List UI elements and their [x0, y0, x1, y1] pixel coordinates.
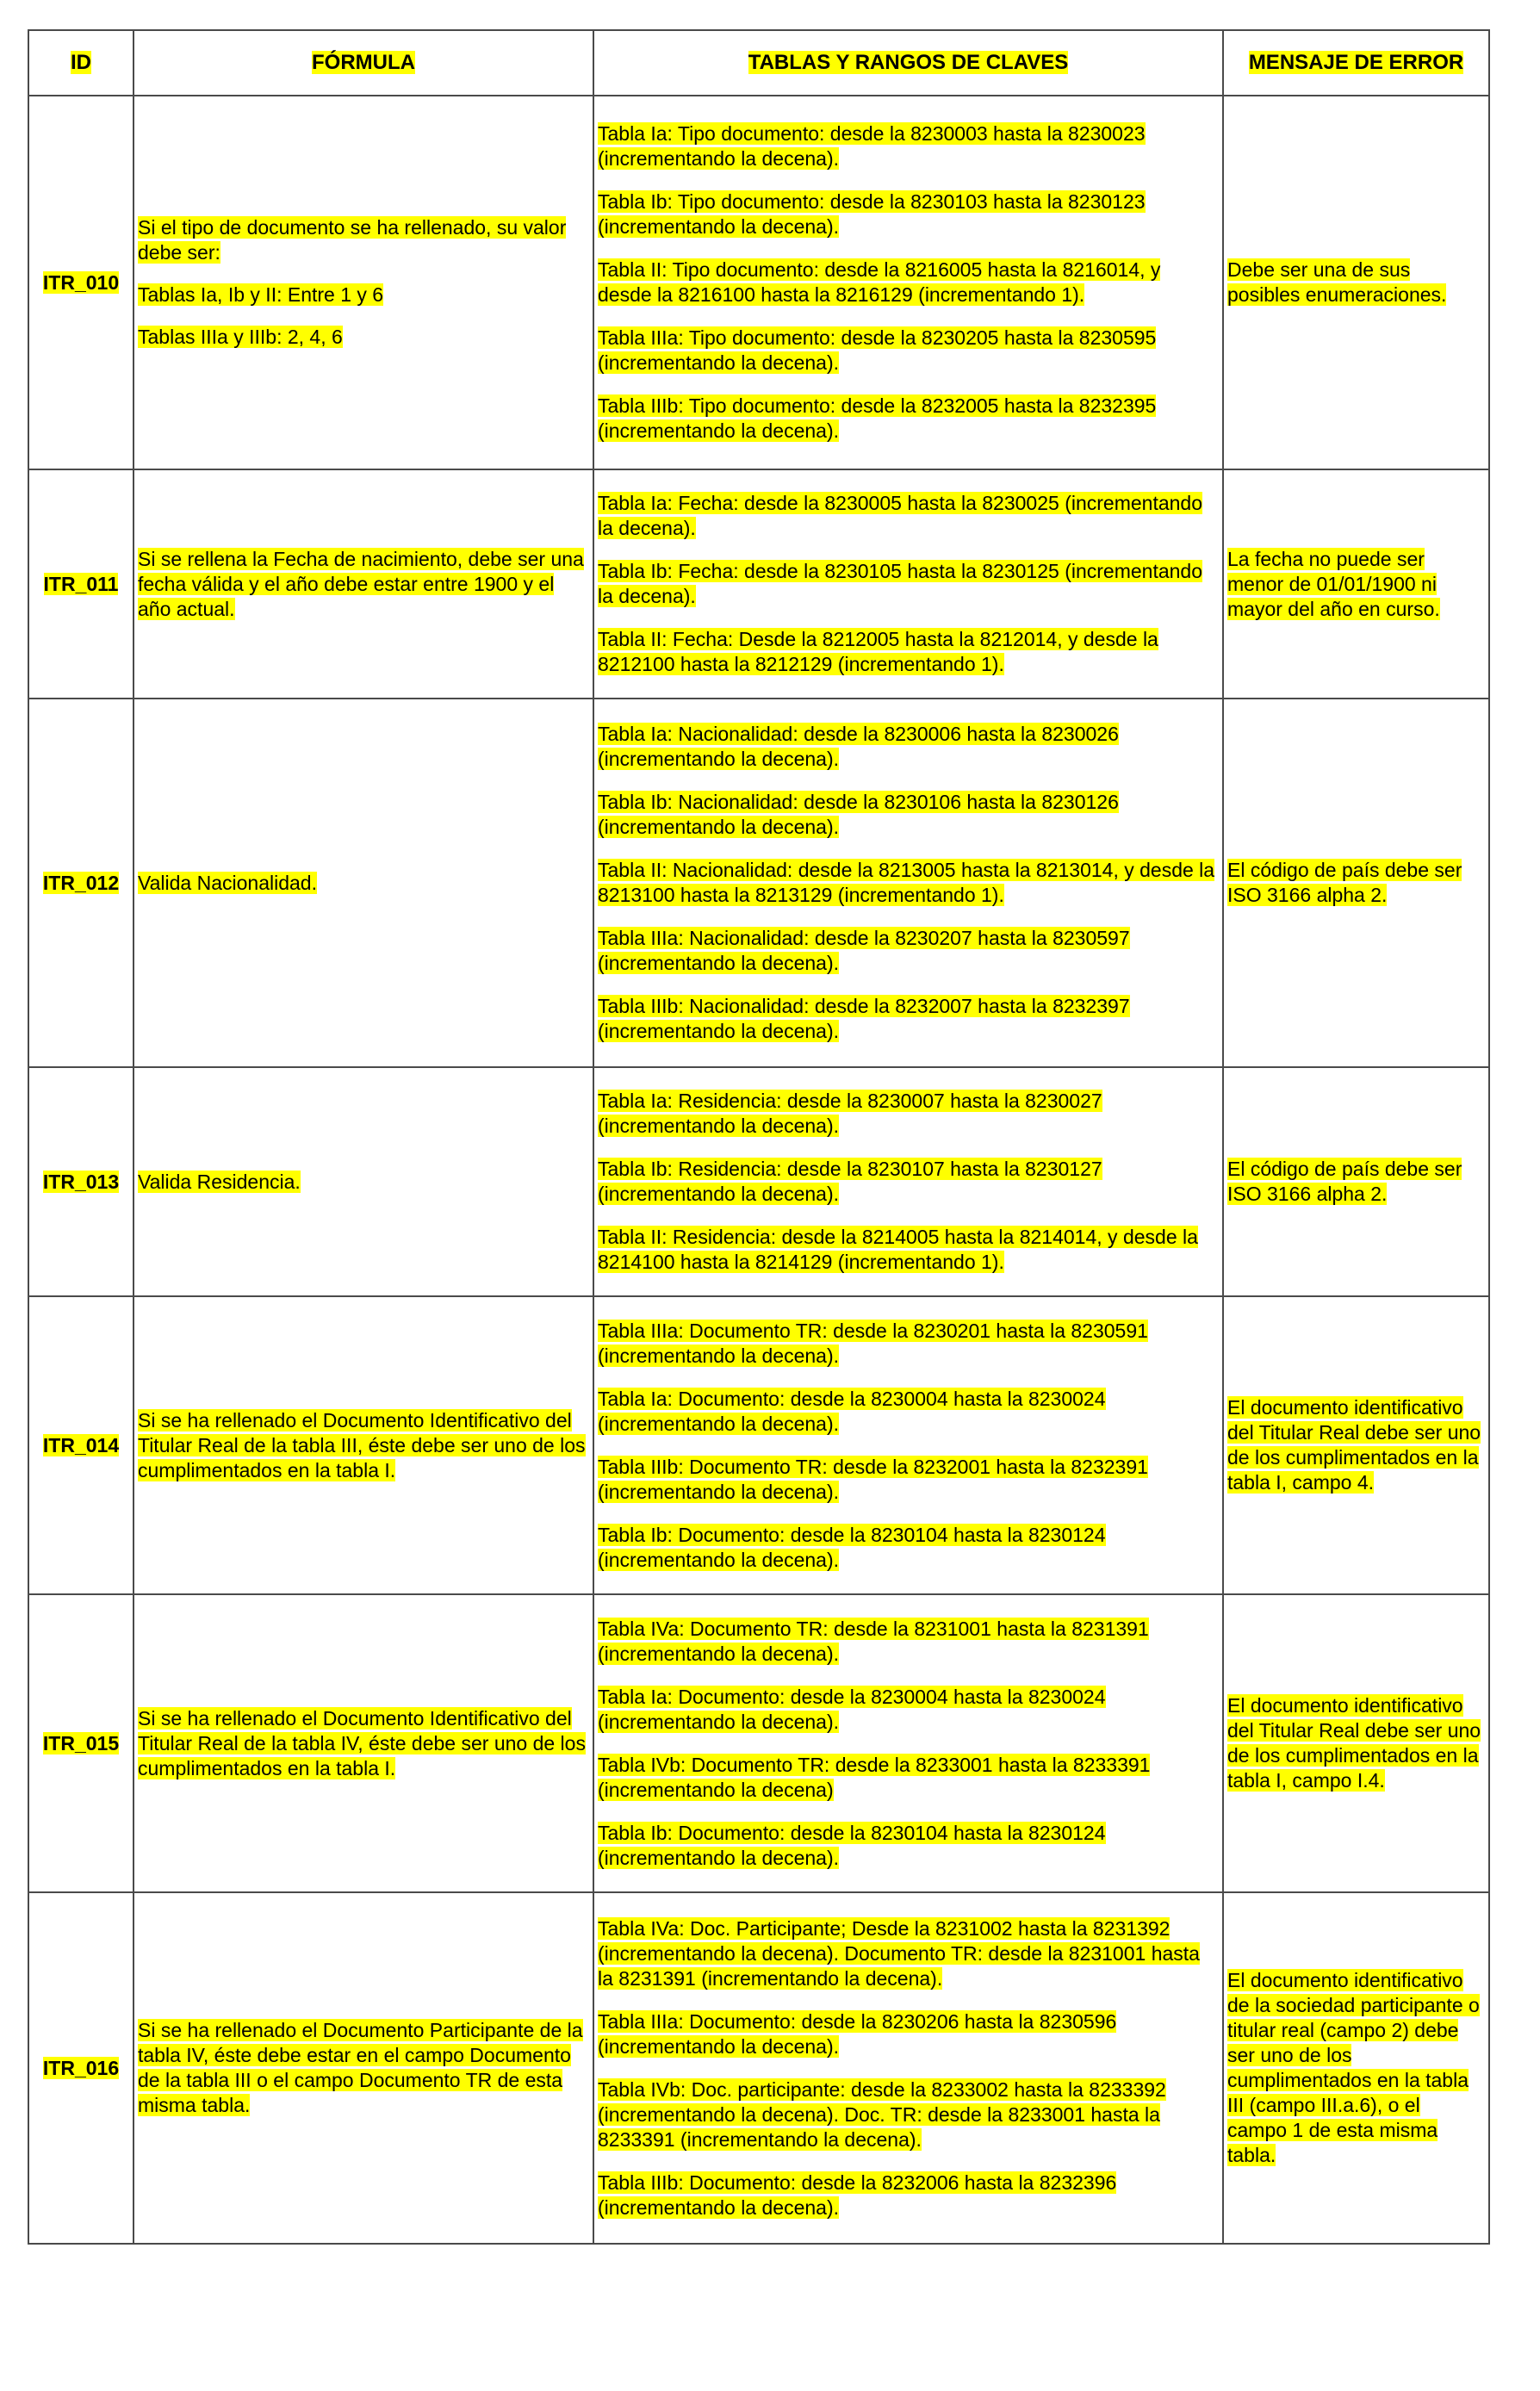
- error-message: El documento identificativo del Titular Real debe ser uno de los cumplimentados en la tabla I, campo 4.: [1227, 1396, 1481, 1494]
- formula-cell: [134, 469, 593, 699]
- error-cell: [1223, 469, 1489, 699]
- formula-text: Si el tipo de documento se ha rellenado, su valor debe ser:: [138, 216, 567, 264]
- error-message: El documento identificativo de la sociedad participante o titular real (campo 2) debe ser uno de los cumplimentados en la tabla III (campo III.a.6), o el campo 1 de esta misma tabla.: [1227, 1969, 1480, 2166]
- range-text: Tabla II: Fecha: Desde la 8212005 hasta la 8212014, y desde la 8212100 hasta la 8212129 (incrementando 1).: [598, 628, 1158, 675]
- table-row: [28, 699, 1489, 1067]
- table-row: [28, 96, 1489, 469]
- range-text: Tabla IIIa: Documento TR: desde la 8230201 hasta la 8230591 (incrementando la decena).: [598, 1319, 1148, 1367]
- ranges-cell: [593, 1296, 1223, 1594]
- range-text: Tabla IIIa: Nacionalidad: desde la 8230207 hasta la 8230597 (incrementando la decena).: [598, 927, 1130, 974]
- error-message: El código de país debe ser ISO 3166 alpha 2.: [1227, 1158, 1462, 1205]
- header-formula: [134, 30, 593, 96]
- formula-cell: [134, 1594, 593, 1892]
- range-text: Tabla Ia: Residencia: desde la 8230007 hasta la 8230027 (incrementando la decena).: [598, 1090, 1102, 1137]
- id-cell: [28, 1892, 134, 2244]
- error-message: La fecha no puede ser menor de 01/01/1900 ni mayor del año en curso.: [1227, 547, 1440, 620]
- range-text: Tabla IVb: Documento TR: desde la 8233001 hasta la 8233391 (incrementando la decena): [598, 1753, 1151, 1801]
- rule-id: ITR_012: [42, 871, 120, 894]
- range-text: Tabla IIIa: Tipo documento: desde la 8230205 hasta la 8230595 (incrementando la decena).: [598, 326, 1157, 374]
- table-row: [28, 469, 1489, 699]
- id-cell: [28, 96, 134, 469]
- document-page: [28, 29, 1488, 2245]
- range-text: Tabla IVa: Doc. Participante; Desde la 8231002 hasta la 8231392 (incrementando la decena). Documento TR: desde la 8231001 hasta la 8231391 (incrementando la decena).: [598, 1916, 1200, 1990]
- error-cell: [1223, 1594, 1489, 1892]
- error-cell: [1223, 1892, 1489, 2244]
- header-error-label: MENSAJE DE ERROR: [1248, 51, 1464, 74]
- id-cell: [28, 1594, 134, 1892]
- header-ranges-label: TABLAS Y RANGOS DE CLAVES: [748, 51, 1069, 74]
- range-text: Tabla Ia: Fecha: desde la 8230005 hasta la 8230025 (incrementando la decena).: [598, 492, 1203, 539]
- formula-cell: [134, 96, 593, 469]
- formula-text: Si se ha rellenado el Documento Participante de la tabla IV, éste debe estar en el campo Documento de la tabla III o el campo Documento TR de esta misma tabla.: [138, 2019, 583, 2116]
- error-message: El código de país debe ser ISO 3166 alpha 2.: [1227, 859, 1462, 906]
- range-text: Tabla IIIb: Tipo documento: desde la 8232005 hasta la 8232395 (incrementando la decena).: [598, 394, 1157, 442]
- table-row: [28, 1067, 1489, 1296]
- range-text: Tabla Ia: Documento: desde la 8230004 hasta la 8230024 (incrementando la decena).: [598, 1387, 1106, 1435]
- id-cell: [28, 1067, 134, 1296]
- header-error: [1223, 30, 1489, 96]
- formula-text: Valida Residencia.: [138, 1170, 301, 1193]
- error-cell: [1223, 96, 1489, 469]
- error-message: Debe ser una de sus posibles enumeraciones.: [1227, 258, 1447, 306]
- ranges-cell: [593, 1594, 1223, 1892]
- formula-text: Si se ha rellenado el Documento Identificativo del Titular Real de la tabla III, éste debe ser uno de los cumplimentados en la tabla I.: [138, 1408, 586, 1481]
- formula-text: Si se rellena la Fecha de nacimiento, debe ser una fecha válida y el año debe estar entre 1900 y el año actual.: [138, 547, 584, 620]
- rule-id: ITR_013: [42, 1170, 120, 1193]
- table-header-row: [28, 30, 1489, 96]
- range-text: Tabla II: Nacionalidad: desde la 8213005 hasta la 8213014, y desde la 8213100 hasta la 8213129 (incrementando 1).: [598, 859, 1215, 906]
- range-text: Tabla IIIb: Documento: desde la 8232006 hasta la 8232396 (incrementando la decena).: [598, 2171, 1117, 2219]
- formula-cell: [134, 1892, 593, 2244]
- rule-id: ITR_016: [42, 2056, 120, 2079]
- range-text: Tabla IIIb: Documento TR: desde la 8232001 hasta la 8232391 (incrementando la decena).: [598, 1455, 1148, 1503]
- header-id: [28, 30, 134, 96]
- range-text: Tabla II: Residencia: desde la 8214005 hasta la 8214014, y desde la 8214100 hasta la 8214129 (incrementando 1).: [598, 1226, 1198, 1273]
- formula-text: Valida Nacionalidad.: [138, 871, 317, 894]
- table-row: [28, 1892, 1489, 2244]
- ranges-cell: [593, 699, 1223, 1067]
- formula-text: Tablas Ia, Ib y II: Entre 1 y 6: [138, 283, 384, 306]
- ranges-cell: [593, 469, 1223, 699]
- rule-id: ITR_014: [42, 1433, 120, 1456]
- formula-cell: [134, 1296, 593, 1594]
- range-text: Tabla IVb: Doc. participante: desde la 8233002 hasta la 8233392 (incrementando la decena). Doc. TR: desde la 8233001 hasta la 8233391 (incrementando la decena).: [598, 2077, 1166, 2151]
- ranges-cell: [593, 1892, 1223, 2244]
- range-text: Tabla Ib: Fecha: desde la 8230105 hasta la 8230125 (incrementando la decena).: [598, 560, 1203, 607]
- header-id-label: ID: [71, 51, 91, 74]
- range-text: Tabla Ib: Documento: desde la 8230104 hasta la 8230124 (incrementando la decena).: [598, 1523, 1106, 1571]
- range-text: Tabla II: Tipo documento: desde la 8216005 hasta la 8216014, y desde la 8216100 hasta la 8216129 (incrementando 1).: [598, 258, 1161, 306]
- rule-id: ITR_011: [43, 572, 119, 595]
- ranges-cell: [593, 96, 1223, 469]
- formula-text: Si se ha rellenado el Documento Identificativo del Titular Real de la tabla IV, éste debe ser uno de los cumplimentados en la tabla I.: [138, 1706, 586, 1779]
- error-message: El documento identificativo del Titular Real debe ser uno de los cumplimentados en la tabla I, campo I.4.: [1227, 1694, 1481, 1792]
- header-ranges: [593, 30, 1223, 96]
- table-row: [28, 1594, 1489, 1892]
- id-cell: [28, 469, 134, 699]
- rule-id: ITR_015: [42, 1731, 120, 1754]
- ranges-cell: [593, 1067, 1223, 1296]
- range-text: Tabla Ia: Nacionalidad: desde la 8230006 hasta la 8230026 (incrementando la decena).: [598, 723, 1119, 770]
- table-row: [28, 1296, 1489, 1594]
- id-cell: [28, 1296, 134, 1594]
- range-text: Tabla Ib: Nacionalidad: desde la 8230106 hasta la 8230126 (incrementando la decena).: [598, 791, 1119, 838]
- formula-cell: [134, 1067, 593, 1296]
- range-text: Tabla Ib: Residencia: desde la 8230107 hasta la 8230127 (incrementando la decena).: [598, 1158, 1102, 1205]
- rule-id: ITR_010: [42, 270, 120, 294]
- formula-cell: [134, 699, 593, 1067]
- error-cell: [1223, 1067, 1489, 1296]
- range-text: Tabla IVa: Documento TR: desde la 8231001 hasta la 8231391 (incrementando la decena).: [598, 1617, 1149, 1665]
- id-cell: [28, 699, 134, 1067]
- validation-rules-table: [28, 29, 1490, 2245]
- range-text: Tabla IIIb: Nacionalidad: desde la 8232007 hasta la 8232397 (incrementando la decena).: [598, 995, 1130, 1042]
- range-text: Tabla Ia: Documento: desde la 8230004 hasta la 8230024 (incrementando la decena).: [598, 1685, 1106, 1733]
- range-text: Tabla IIIa: Documento: desde la 8230206 hasta la 8230596 (incrementando la decena).: [598, 2009, 1117, 2058]
- error-cell: [1223, 699, 1489, 1067]
- range-text: Tabla Ib: Tipo documento: desde la 8230103 hasta la 8230123 (incrementando la decena).: [598, 190, 1146, 238]
- range-text: Tabla Ib: Documento: desde la 8230104 hasta la 8230124 (incrementando la decena).: [598, 1821, 1106, 1869]
- formula-text: Tablas IIIa y IIIb: 2, 4, 6: [138, 326, 343, 348]
- header-formula-label: FÓRMULA: [312, 51, 415, 74]
- error-cell: [1223, 1296, 1489, 1594]
- range-text: Tabla Ia: Tipo documento: desde la 8230003 hasta la 8230023 (incrementando la decena).: [598, 122, 1146, 170]
